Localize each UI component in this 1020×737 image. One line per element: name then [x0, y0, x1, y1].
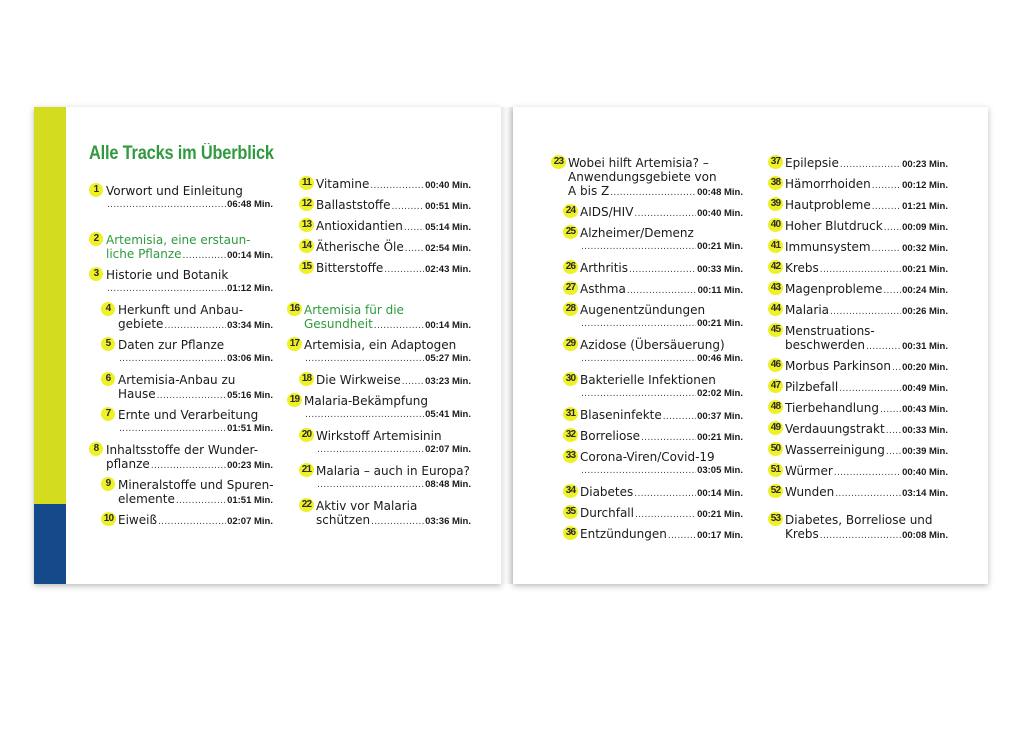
- track-duration: 05:14 Min.: [425, 222, 471, 233]
- track-entry-31: [551, 408, 743, 424]
- track-number-badge: 52: [768, 484, 783, 498]
- track-number-badge: 49: [768, 421, 783, 435]
- track-title-line: Immunsystem: [785, 240, 871, 254]
- dot-leader: [668, 529, 696, 543]
- track-title-line: Epilepsie: [785, 156, 839, 170]
- track-number-badge: 12: [299, 197, 314, 211]
- track-duration: 00:21 Min.: [697, 509, 743, 520]
- track-title-line: Wasserreinigung: [785, 443, 885, 457]
- track-duration: 03:34 Min.: [227, 320, 273, 331]
- track-title-line: A bis Z: [568, 184, 610, 198]
- track-title-line: Hoher Blutdruck: [785, 219, 883, 233]
- track-entry-19: [287, 394, 471, 422]
- track-entry-45: [768, 324, 948, 354]
- track-number-badge: 20: [299, 428, 314, 442]
- track-number-badge: 40: [768, 218, 783, 232]
- dot-leader: [317, 443, 424, 457]
- track-title-line: AIDS/HIV: [580, 205, 634, 219]
- track-number-badge: 8: [89, 442, 103, 456]
- track-entry-7: [89, 408, 273, 436]
- track-entry-1: [89, 184, 273, 212]
- track-duration: 01:21 Min.: [902, 201, 948, 212]
- track-entry-13: [287, 219, 471, 235]
- track-title-line: Wobei hilft Artemisia? –: [568, 156, 709, 170]
- track-entry-52: [768, 485, 948, 501]
- track-entry-17: [287, 338, 471, 366]
- track-title-line: Krebs: [785, 527, 819, 541]
- track-entry-44: [768, 303, 948, 319]
- track-duration: 00:09 Min.: [902, 222, 948, 233]
- dot-leader: [317, 478, 424, 492]
- dot-leader: [883, 284, 901, 298]
- track-title-line: Durchfall: [580, 506, 634, 520]
- track-title-line: Morbus Parkinson: [785, 359, 891, 373]
- track-title-line: Pilzbefall: [785, 380, 839, 394]
- track-number-badge: 11: [299, 176, 314, 190]
- dot-leader: [157, 389, 226, 403]
- track-duration: 03:05 Min.: [697, 465, 743, 476]
- track-number-badge: 32: [563, 428, 578, 442]
- track-entry-34: [551, 485, 743, 501]
- track-duration: 00:14 Min.: [425, 320, 471, 331]
- track-title-line: beschwerden: [785, 338, 865, 352]
- track-duration: 00:12 Min.: [902, 180, 948, 191]
- track-title-line: Vorwort und Einleitung: [106, 184, 243, 198]
- dot-leader: [151, 459, 226, 473]
- track-number-badge: 41: [768, 239, 783, 253]
- track-entry-28: [551, 303, 743, 331]
- track-number-badge: 6: [101, 372, 115, 386]
- track-entry-11: [287, 177, 471, 193]
- track-entry-35: [551, 506, 743, 522]
- track-title-line: Malaria: [785, 303, 830, 317]
- track-duration: 00:49 Min.: [902, 383, 948, 394]
- track-entry-16: [287, 303, 471, 333]
- dot-leader: [119, 352, 226, 366]
- track-title-line: Borreliose: [580, 429, 640, 443]
- dot-leader: [830, 305, 901, 319]
- track-number-badge: 16: [287, 302, 302, 316]
- track-duration: 00:40 Min.: [902, 467, 948, 478]
- track-title-line: schützen: [316, 513, 371, 527]
- dot-leader: [384, 263, 424, 277]
- track-duration: 01:12 Min.: [227, 283, 273, 294]
- track-number-badge: 29: [563, 337, 578, 351]
- track-entry-5: [89, 338, 273, 366]
- track-title-line: Ernte und Verarbeitung: [118, 408, 259, 422]
- track-title-line: Krebs: [785, 261, 819, 275]
- dot-leader: [886, 445, 901, 459]
- track-duration: 00:26 Min.: [902, 306, 948, 317]
- track-title-line: Alzheimer/Demenz: [580, 226, 694, 240]
- dot-leader: [158, 515, 226, 529]
- track-entry-33: [551, 450, 743, 478]
- track-number-badge: 26: [563, 260, 578, 274]
- dot-leader: [641, 431, 696, 445]
- track-number-badge: 43: [768, 281, 783, 295]
- dot-leader: [107, 198, 226, 212]
- track-number-badge: 13: [299, 218, 314, 232]
- track-entry-51: [768, 464, 948, 480]
- track-number-badge: 35: [563, 505, 578, 519]
- track-duration: 00:14 Min.: [697, 488, 743, 499]
- track-number-badge: 7: [101, 407, 115, 421]
- track-title-line: Asthma: [580, 282, 626, 296]
- track-number-badge: 36: [563, 526, 578, 540]
- track-title-line: Artemisia, eine erstaun-: [106, 233, 251, 247]
- track-number-badge: 33: [563, 449, 578, 463]
- track-entry-18: [287, 373, 471, 389]
- dot-leader: [634, 487, 696, 501]
- track-entry-29: [551, 338, 743, 366]
- dot-leader: [183, 249, 227, 263]
- track-duration: 03:23 Min.: [425, 376, 471, 387]
- track-title-line: Hautprobleme: [785, 198, 871, 212]
- track-duration: 01:51 Min.: [227, 423, 273, 434]
- track-entry-43: [768, 282, 948, 298]
- track-entry-53: [768, 513, 948, 543]
- track-title-line: pflanze: [106, 457, 150, 471]
- track-number-badge: 48: [768, 400, 783, 414]
- dot-leader: [834, 466, 901, 480]
- track-number-badge: 42: [768, 260, 783, 274]
- track-duration: 00:24 Min.: [902, 285, 948, 296]
- track-duration: 00:14 Min.: [227, 250, 273, 261]
- track-number-badge: 28: [563, 302, 578, 316]
- track-duration: 00:17 Min.: [697, 530, 743, 541]
- track-entry-12: [287, 198, 471, 214]
- track-title-line: Azidose (Übersäuerung): [580, 338, 725, 352]
- track-duration: 00:51 Min.: [425, 201, 471, 212]
- track-entry-36: [551, 527, 743, 543]
- track-number-badge: 22: [299, 498, 314, 512]
- track-number-badge: 9: [101, 477, 115, 491]
- dot-leader: [119, 422, 226, 436]
- dot-leader: [629, 263, 696, 277]
- track-entry-20: [287, 429, 471, 457]
- dot-leader: [872, 179, 901, 193]
- dot-leader: [107, 282, 226, 296]
- track-number-badge: 24: [563, 204, 578, 218]
- track-duration: 05:41 Min.: [425, 409, 471, 420]
- track-number-badge: 27: [563, 281, 578, 295]
- track-title-line: Herkunft und Anbau-: [118, 303, 244, 317]
- track-title-line: Inhaltsstoffe der Wunder-: [106, 443, 259, 457]
- track-entry-4: [89, 303, 273, 333]
- track-number-badge: 46: [768, 358, 783, 372]
- book-gutter: [501, 107, 513, 584]
- track-title-line: Malaria-Bekämpfung: [304, 394, 428, 408]
- dot-leader: [872, 200, 901, 214]
- track-duration: 00:37 Min.: [697, 411, 743, 422]
- track-title-line: Gesundheit: [304, 317, 373, 331]
- track-number-badge: 19: [287, 393, 302, 407]
- track-number-badge: 37: [768, 155, 783, 169]
- track-entry-9: [89, 478, 273, 508]
- track-entry-26: [551, 261, 743, 277]
- page-title: Alle Tracks im Überblick: [89, 143, 274, 164]
- track-duration: 00:48 Min.: [697, 187, 743, 198]
- dot-leader: [581, 352, 696, 366]
- track-duration: 00:40 Min.: [697, 208, 743, 219]
- track-duration: 05:16 Min.: [227, 390, 273, 401]
- track-duration: 06:48 Min.: [227, 199, 273, 210]
- track-entry-41: [768, 240, 948, 256]
- track-title-line: Artemisia für die: [304, 303, 404, 317]
- track-entry-6: [89, 373, 273, 403]
- track-title-line: Arthritis: [580, 261, 629, 275]
- track-entry-37: [768, 156, 948, 172]
- track-entry-24: [551, 205, 743, 221]
- track-entry-42: [768, 261, 948, 277]
- track-number-badge: 5: [101, 337, 115, 351]
- track-duration: 00:21 Min.: [902, 264, 948, 275]
- track-duration: 03:06 Min.: [227, 353, 273, 364]
- track-duration: 05:27 Min.: [425, 353, 471, 364]
- track-title-line: Ballaststoffe: [316, 198, 391, 212]
- track-title-line: Würmer: [785, 464, 833, 478]
- track-title-line: Malaria – auch in Europa?: [316, 464, 470, 478]
- track-number-badge: 17: [287, 337, 302, 351]
- dot-leader: [866, 340, 901, 354]
- track-number-badge: 14: [299, 239, 314, 253]
- track-number-badge: 10: [101, 512, 116, 526]
- track-duration: 03:36 Min.: [425, 516, 471, 527]
- track-entry-3: [89, 268, 273, 296]
- dot-leader: [610, 186, 696, 200]
- track-entry-2: [89, 233, 273, 263]
- track-entry-39: [768, 198, 948, 214]
- track-duration: 00:40 Min.: [425, 180, 471, 191]
- track-title-line: Bakterielle Infektionen: [580, 373, 716, 387]
- track-title-line: Die Wirkweise: [316, 373, 401, 387]
- track-duration: 08:48 Min.: [425, 479, 471, 490]
- track-entry-30: [551, 373, 743, 401]
- track-title-line: Corona-Viren/Covid-19: [580, 450, 715, 464]
- track-title-line: Vitamine: [316, 177, 370, 191]
- dot-leader: [405, 242, 424, 256]
- track-title-line: Artemisia, ein Adaptogen: [304, 338, 457, 352]
- track-title-line: Bitterstoffe: [316, 261, 384, 275]
- track-duration: 00:43 Min.: [902, 404, 948, 415]
- dot-leader: [892, 361, 901, 375]
- track-title-line: Anwendungsgebiete von: [568, 170, 717, 184]
- track-title-line: Blaseninfekte: [580, 408, 662, 422]
- track-title-line: Historie und Botanik: [106, 268, 229, 282]
- track-duration: 02:07 Min.: [425, 444, 471, 455]
- track-duration: 00:20 Min.: [902, 362, 948, 373]
- track-number-badge: 15: [299, 260, 314, 274]
- track-title-line: elemente: [118, 492, 175, 506]
- dot-leader: [840, 158, 901, 172]
- dot-leader: [164, 319, 226, 333]
- accent-bar-green: [34, 107, 66, 504]
- track-number-badge: 30: [563, 372, 578, 386]
- dot-leader: [880, 403, 901, 417]
- track-title-line: Diabetes: [580, 485, 634, 499]
- dot-leader: [371, 515, 424, 529]
- dot-leader: [627, 284, 697, 298]
- track-title-line: Augenentzündungen: [580, 303, 706, 317]
- track-title-line: Verdauungstrakt: [785, 422, 885, 436]
- dot-leader: [581, 240, 696, 254]
- track-duration: 00:33 Min.: [902, 425, 948, 436]
- track-number-badge: 31: [563, 407, 578, 421]
- track-number-badge: 2: [89, 232, 103, 246]
- track-entry-25: [551, 226, 743, 254]
- track-duration: 02:43 Min.: [425, 264, 471, 275]
- track-duration: 00:08 Min.: [902, 530, 948, 541]
- track-duration: 00:21 Min.: [697, 432, 743, 443]
- track-title-line: Antioxidantien: [316, 219, 403, 233]
- dot-leader: [635, 508, 696, 522]
- track-title-line: Mineralstoffe und Spuren-: [118, 478, 274, 492]
- dot-leader: [886, 424, 901, 438]
- track-duration: 00:39 Min.: [902, 446, 948, 457]
- dot-leader: [581, 317, 696, 331]
- accent-bar-blue: [34, 504, 66, 584]
- track-entry-27: [551, 282, 743, 298]
- dot-leader: [872, 242, 902, 256]
- track-duration: 00:46 Min.: [697, 353, 743, 364]
- track-title-line: Eiweiß: [118, 513, 158, 527]
- track-duration: 00:23 Min.: [902, 159, 948, 170]
- dot-leader: [581, 464, 696, 478]
- track-title-line: Hämorrhoiden: [785, 177, 871, 191]
- track-entry-15: [287, 261, 471, 277]
- track-title-line: liche Pflanze: [106, 247, 182, 261]
- track-title-line: Hause: [118, 387, 156, 401]
- dot-leader: [839, 382, 901, 396]
- track-entry-23: [551, 156, 743, 200]
- track-duration: 00:11 Min.: [697, 285, 743, 296]
- dot-leader: [404, 221, 424, 235]
- track-entry-32: [551, 429, 743, 445]
- track-entry-50: [768, 443, 948, 459]
- track-duration: 00:33 Min.: [697, 264, 743, 275]
- track-title-line: Entzündungen: [580, 527, 667, 541]
- track-duration: 00:32 Min.: [902, 243, 948, 254]
- track-title-line: Diabetes, Borreliose und: [785, 513, 933, 527]
- dot-leader: [305, 352, 424, 366]
- dot-leader: [820, 529, 901, 543]
- track-title-line: Wirkstoff Artemisinin: [316, 429, 442, 443]
- dot-leader: [835, 487, 901, 501]
- track-duration: 00:31 Min.: [902, 341, 948, 352]
- track-number-badge: 39: [768, 197, 783, 211]
- track-title-line: Artemisia-Anbau zu: [118, 373, 236, 387]
- dot-leader: [176, 494, 226, 508]
- track-entry-14: [287, 240, 471, 256]
- track-title-line: Magenprobleme: [785, 282, 883, 296]
- track-number-badge: 21: [299, 463, 314, 477]
- track-number-badge: 1: [89, 183, 103, 197]
- track-title-line: Menstruations-: [785, 324, 875, 338]
- dot-leader: [392, 200, 425, 214]
- track-entry-49: [768, 422, 948, 438]
- track-entry-48: [768, 401, 948, 417]
- track-number-badge: 51: [768, 463, 783, 477]
- track-entry-46: [768, 359, 948, 375]
- track-entry-40: [768, 219, 948, 235]
- dot-leader: [634, 207, 696, 221]
- track-entry-22: [287, 499, 471, 529]
- track-duration: 01:51 Min.: [227, 495, 273, 506]
- dot-leader: [884, 221, 901, 235]
- dot-leader: [820, 263, 901, 277]
- track-entry-38: [768, 177, 948, 193]
- track-title-line: Aktiv vor Malaria: [316, 499, 418, 513]
- dot-leader: [305, 408, 424, 422]
- track-number-badge: 23: [551, 155, 566, 169]
- track-number-badge: 47: [768, 379, 783, 393]
- dot-leader: [663, 410, 696, 424]
- track-number-badge: 53: [768, 512, 783, 526]
- track-duration: 03:14 Min.: [902, 488, 948, 499]
- dot-leader: [402, 375, 424, 389]
- track-number-badge: 44: [768, 302, 783, 316]
- track-title-line: Tierbehandlung: [785, 401, 879, 415]
- dot-leader: [370, 179, 424, 193]
- track-title-line: Ätherische Öle: [316, 240, 404, 254]
- track-title-line: Daten zur Pflanze: [118, 338, 225, 352]
- track-duration: 02:07 Min.: [227, 516, 273, 527]
- track-number-badge: 45: [768, 323, 783, 337]
- track-duration: 00:23 Min.: [227, 460, 273, 471]
- track-entry-8: [89, 443, 273, 473]
- track-duration: 02:02 Min.: [697, 388, 743, 399]
- track-number-badge: 18: [299, 372, 314, 386]
- track-duration: 00:21 Min.: [697, 318, 743, 329]
- track-number-badge: 4: [101, 302, 115, 316]
- track-number-badge: 34: [563, 484, 578, 498]
- track-title-line: Wunden: [785, 485, 835, 499]
- track-number-badge: 3: [89, 267, 103, 281]
- dot-leader: [581, 387, 696, 401]
- dot-leader: [374, 319, 424, 333]
- track-entry-10: [89, 513, 273, 529]
- track-number-badge: 38: [768, 176, 783, 190]
- track-entry-47: [768, 380, 948, 396]
- track-number-badge: 25: [563, 225, 578, 239]
- track-entry-21: [287, 464, 471, 492]
- track-duration: 02:54 Min.: [425, 243, 471, 254]
- track-duration: 00:21 Min.: [697, 241, 743, 252]
- track-title-line: gebiete: [118, 317, 164, 331]
- track-number-badge: 50: [768, 442, 783, 456]
